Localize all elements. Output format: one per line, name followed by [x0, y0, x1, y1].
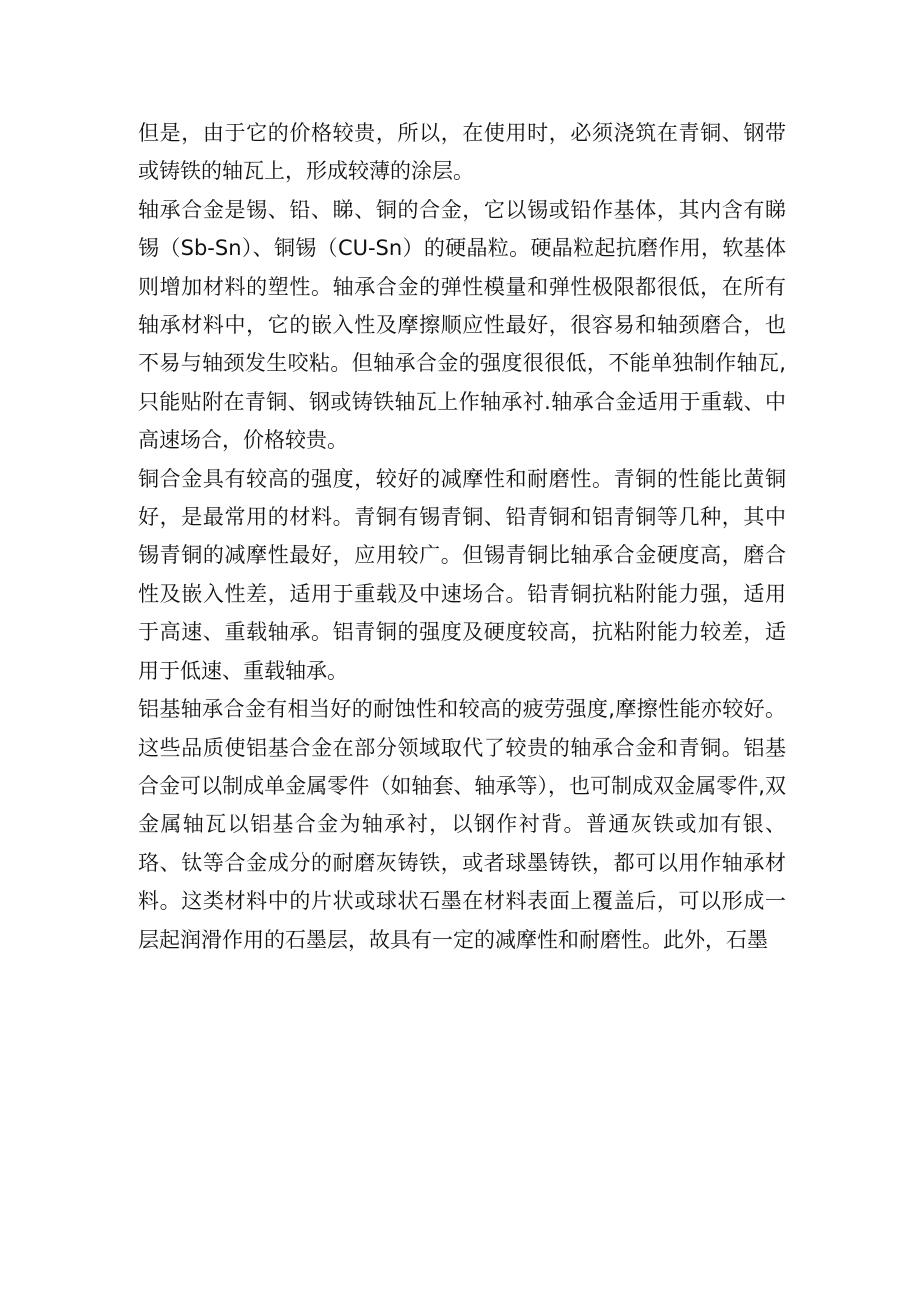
paragraph-bearing-alloy: 轴承合金是锡、铅、睇、铜的合金，它以锡或铅作基体，其内含有睇锡（Sb-Sn）、铜锡（CU-Sn）的硬晶粒。硬晶粒起抗磨作用，软基体则增加材料的塑性。轴承合金的弹性模量和弹性极限都很低，在所有轴承材料中，它的嵌入性及摩擦顺应性最好，很容易和轴颈磨合，也不易与轴颈发生咬粘。但轴承合金的强度很很低，不能单独制作轴瓦,只能贴附在青铜、钢或铸铁轴瓦上作轴承衬.轴承合金适用于重载、中高速场合，价格较贵。	[138, 197, 786, 453]
document-page	[138, 114, 786, 959]
paragraph-copper-alloy: 铜合金具有较高的强度，较好的减摩性和耐磨性。青铜的性能比黄铜好，是最常用的材料。青铜有锡青铜、铅青铜和铝青铜等几种，其中锡青铜的减摩性最好，应用较广。但锡青铜比轴承合金硬度高，磨合性及嵌入性差，适用于重载及中速场合。铅青铜抗粘附能力强，适用于高速、重载轴承。铝青铜的强度及硬度较高，抗粘附能力较差，适用于低速、重载轴承。	[138, 466, 786, 683]
paragraph-aluminum-alloy: 铝基轴承合金有相当好的耐蚀性和较高的疲劳强度,摩擦性能亦较好。这些品质使铝基合金在部分领域取代了较贵的轴承合金和青铜。铝基合金可以制成单金属零件（如轴套、轴承等），也可制成双金属零件,双金属轴瓦以铝基合金为轴承衬，以钢作衬背。普通灰铁或加有银、珞、钛等合金成分的耐磨灰铸铁，或者球墨铸铁，都可以用作轴承材料。这类材料中的片状或球状石墨在材料表面上覆盖后，可以形成一层起润滑作用的石墨层，故具有一定的减摩性和耐磨性。此外，石墨	[138, 697, 786, 952]
paragraph-intro-coating: 但是，由于它的价格较贵，所以，在使用时，必须浇筑在青铜、钢带或铸铁的轴瓦上，形成较薄的涂层。	[138, 121, 786, 184]
